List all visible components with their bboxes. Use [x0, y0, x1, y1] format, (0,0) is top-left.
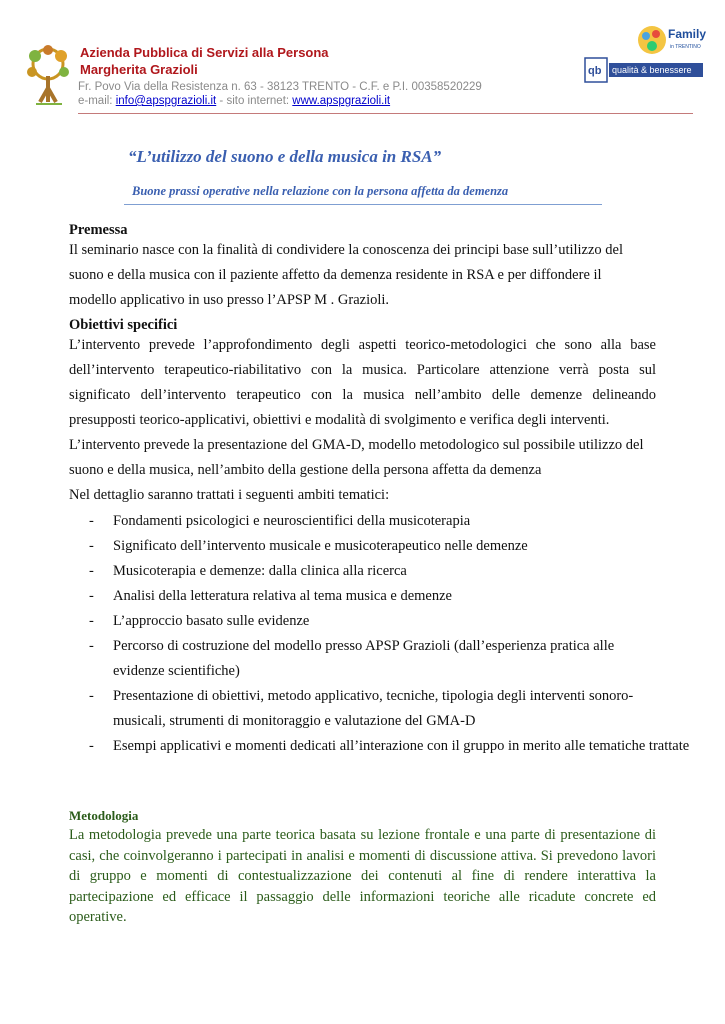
- topics-list: [69, 509, 690, 759]
- obiettivi-paragraph-1: [69, 333, 656, 508]
- obiettivi-line: significato dell’intervento terapeutico con la musica nell’ambito delle demenze delineando: [69, 387, 656, 403]
- obiettivi-line: presupposti teorico-applicativi, obiettivi e modalità di svolgimento e verifica degli interventi.: [69, 412, 610, 428]
- list-item: [69, 634, 633, 684]
- list-item: [69, 734, 703, 759]
- topics-intro: Nel dettaglio saranno trattati i seguenti ambiti tematici:: [69, 487, 390, 503]
- family-trentino-logo: [632, 22, 707, 58]
- obiettivi-heading: Obiettivi specifici: [69, 317, 178, 333]
- premessa-line: suono e della musica con il paziente affetto da demenza residente in RSA e per diffondere il: [69, 267, 602, 283]
- topic-text: Esempi applicativi e momenti dedicati all’interazione con il gruppo in merito alle tematiche trattate: [113, 738, 690, 754]
- obiettivi-line: suono e della musica, nell’ambito della gestione della persona affetta da demenza: [69, 462, 542, 478]
- organization-name-line1: Azienda Pubblica di Servizi alla Persona: [80, 45, 329, 60]
- subtitle-divider: [124, 204, 602, 205]
- topic-text: Analisi della letteratura relativa al tema musica e demenze: [113, 588, 452, 604]
- bullet-dash: -: [89, 563, 94, 579]
- quality-wellbeing-logo: [585, 58, 703, 82]
- organization-tree-logo: [22, 44, 74, 106]
- topic-text: Significato dell’intervento musicale e musicoterapeutico nelle demenze: [113, 538, 528, 554]
- bullet-dash: -: [89, 513, 94, 529]
- website-link[interactable]: www.apspgrazioli.it: [292, 95, 391, 107]
- organization-address: Fr. Povo Via della Resistenza n. 63 - 38123 TRENTO - C.F. e P.I. 00358520229: [78, 81, 482, 93]
- email-label: e-mail:: [78, 95, 116, 107]
- bullet-dash: -: [89, 538, 94, 554]
- list-item: [69, 559, 669, 584]
- bullet-dash: -: [89, 638, 94, 654]
- organization-contacts: [78, 94, 390, 108]
- bullet-dash: -: [89, 688, 94, 704]
- email-link[interactable]: info@apspgrazioli.it: [115, 95, 217, 107]
- topic-text: Fondamenti psicologici e neuroscientifici della musicoterapia: [113, 513, 471, 529]
- topic-text: Percorso di costruzione del modello presso APSP Grazioli (dall’esperienza pratica alle evidenze scientifiche): [113, 638, 615, 679]
- obiettivi-line: L’intervento prevede la presentazione del GMA-D, modello metodologico sul possibile utilizzo del: [69, 437, 644, 453]
- organization-name-line2: Margherita Grazioli: [80, 62, 198, 77]
- bullet-dash: -: [89, 613, 94, 629]
- family-logo-subtext: in TRENTINO: [670, 44, 701, 50]
- topic-text: Presentazione di obiettivi, metodo applicativo, tecniche, tipologia degli interventi sonoro-musicali, strumenti di monitoraggio e valutazione del GMA-D: [113, 688, 634, 729]
- list-item: [69, 684, 658, 734]
- document-subtitle: Buone prassi operative nella relazione con la persona affetta da demenza: [132, 184, 509, 198]
- metodologia-paragraph: La metodologia prevede una parte teorica basata su lezione frontale e una parte di presentazione di casi, che coinvolgeranno i partecipati in analisi e momenti di discussione attiva. Si prevedono lavori di gruppo e momenti di contestualizzazione dei contenuti al fine di rendere interattiva la partecipazione ed efficace il passaggio delle informazioni teoriche alle ricadute concrete ed operative.: [69, 827, 656, 925]
- bullet-dash: -: [89, 588, 94, 604]
- metodologia-heading: Metodologia: [69, 808, 139, 823]
- document-title: “L’utilizzo del suono e della musica in RSA”: [128, 147, 442, 166]
- premessa-line: modello applicativo in uso presso l’APSP M . Grazioli.: [69, 292, 390, 308]
- quality-logo-text: qualità & benessere: [612, 65, 692, 75]
- header-divider: [78, 113, 693, 114]
- premessa-paragraph: [69, 238, 656, 313]
- topic-text: Musicoterapia e demenze: dalla clinica alla ricerca: [113, 563, 407, 579]
- list-item: [69, 584, 669, 609]
- svg-text:qb: qb: [588, 65, 602, 77]
- family-logo-text: Family: [668, 27, 707, 41]
- list-item: [69, 609, 669, 634]
- bullet-dash: -: [89, 738, 94, 754]
- topic-text: L’approccio basato sulle evidenze: [113, 613, 310, 629]
- website-label: - sito internet:: [216, 95, 293, 107]
- obiettivi-line: L’intervento prevede l’approfondimento degli aspetti teorico-metodologici che sono alla base: [69, 337, 656, 353]
- list-item: [69, 534, 669, 559]
- list-item: [69, 509, 669, 534]
- premessa-heading: Premessa: [69, 222, 128, 238]
- obiettivi-line: dell’intervento terapeutico-riabilitativo con la musica. Particolare attenzione verrà posta sul: [69, 362, 656, 378]
- premessa-line: Il seminario nasce con la finalità di condividere la conoscenza dei principi base sull’utilizzo del: [69, 242, 624, 258]
